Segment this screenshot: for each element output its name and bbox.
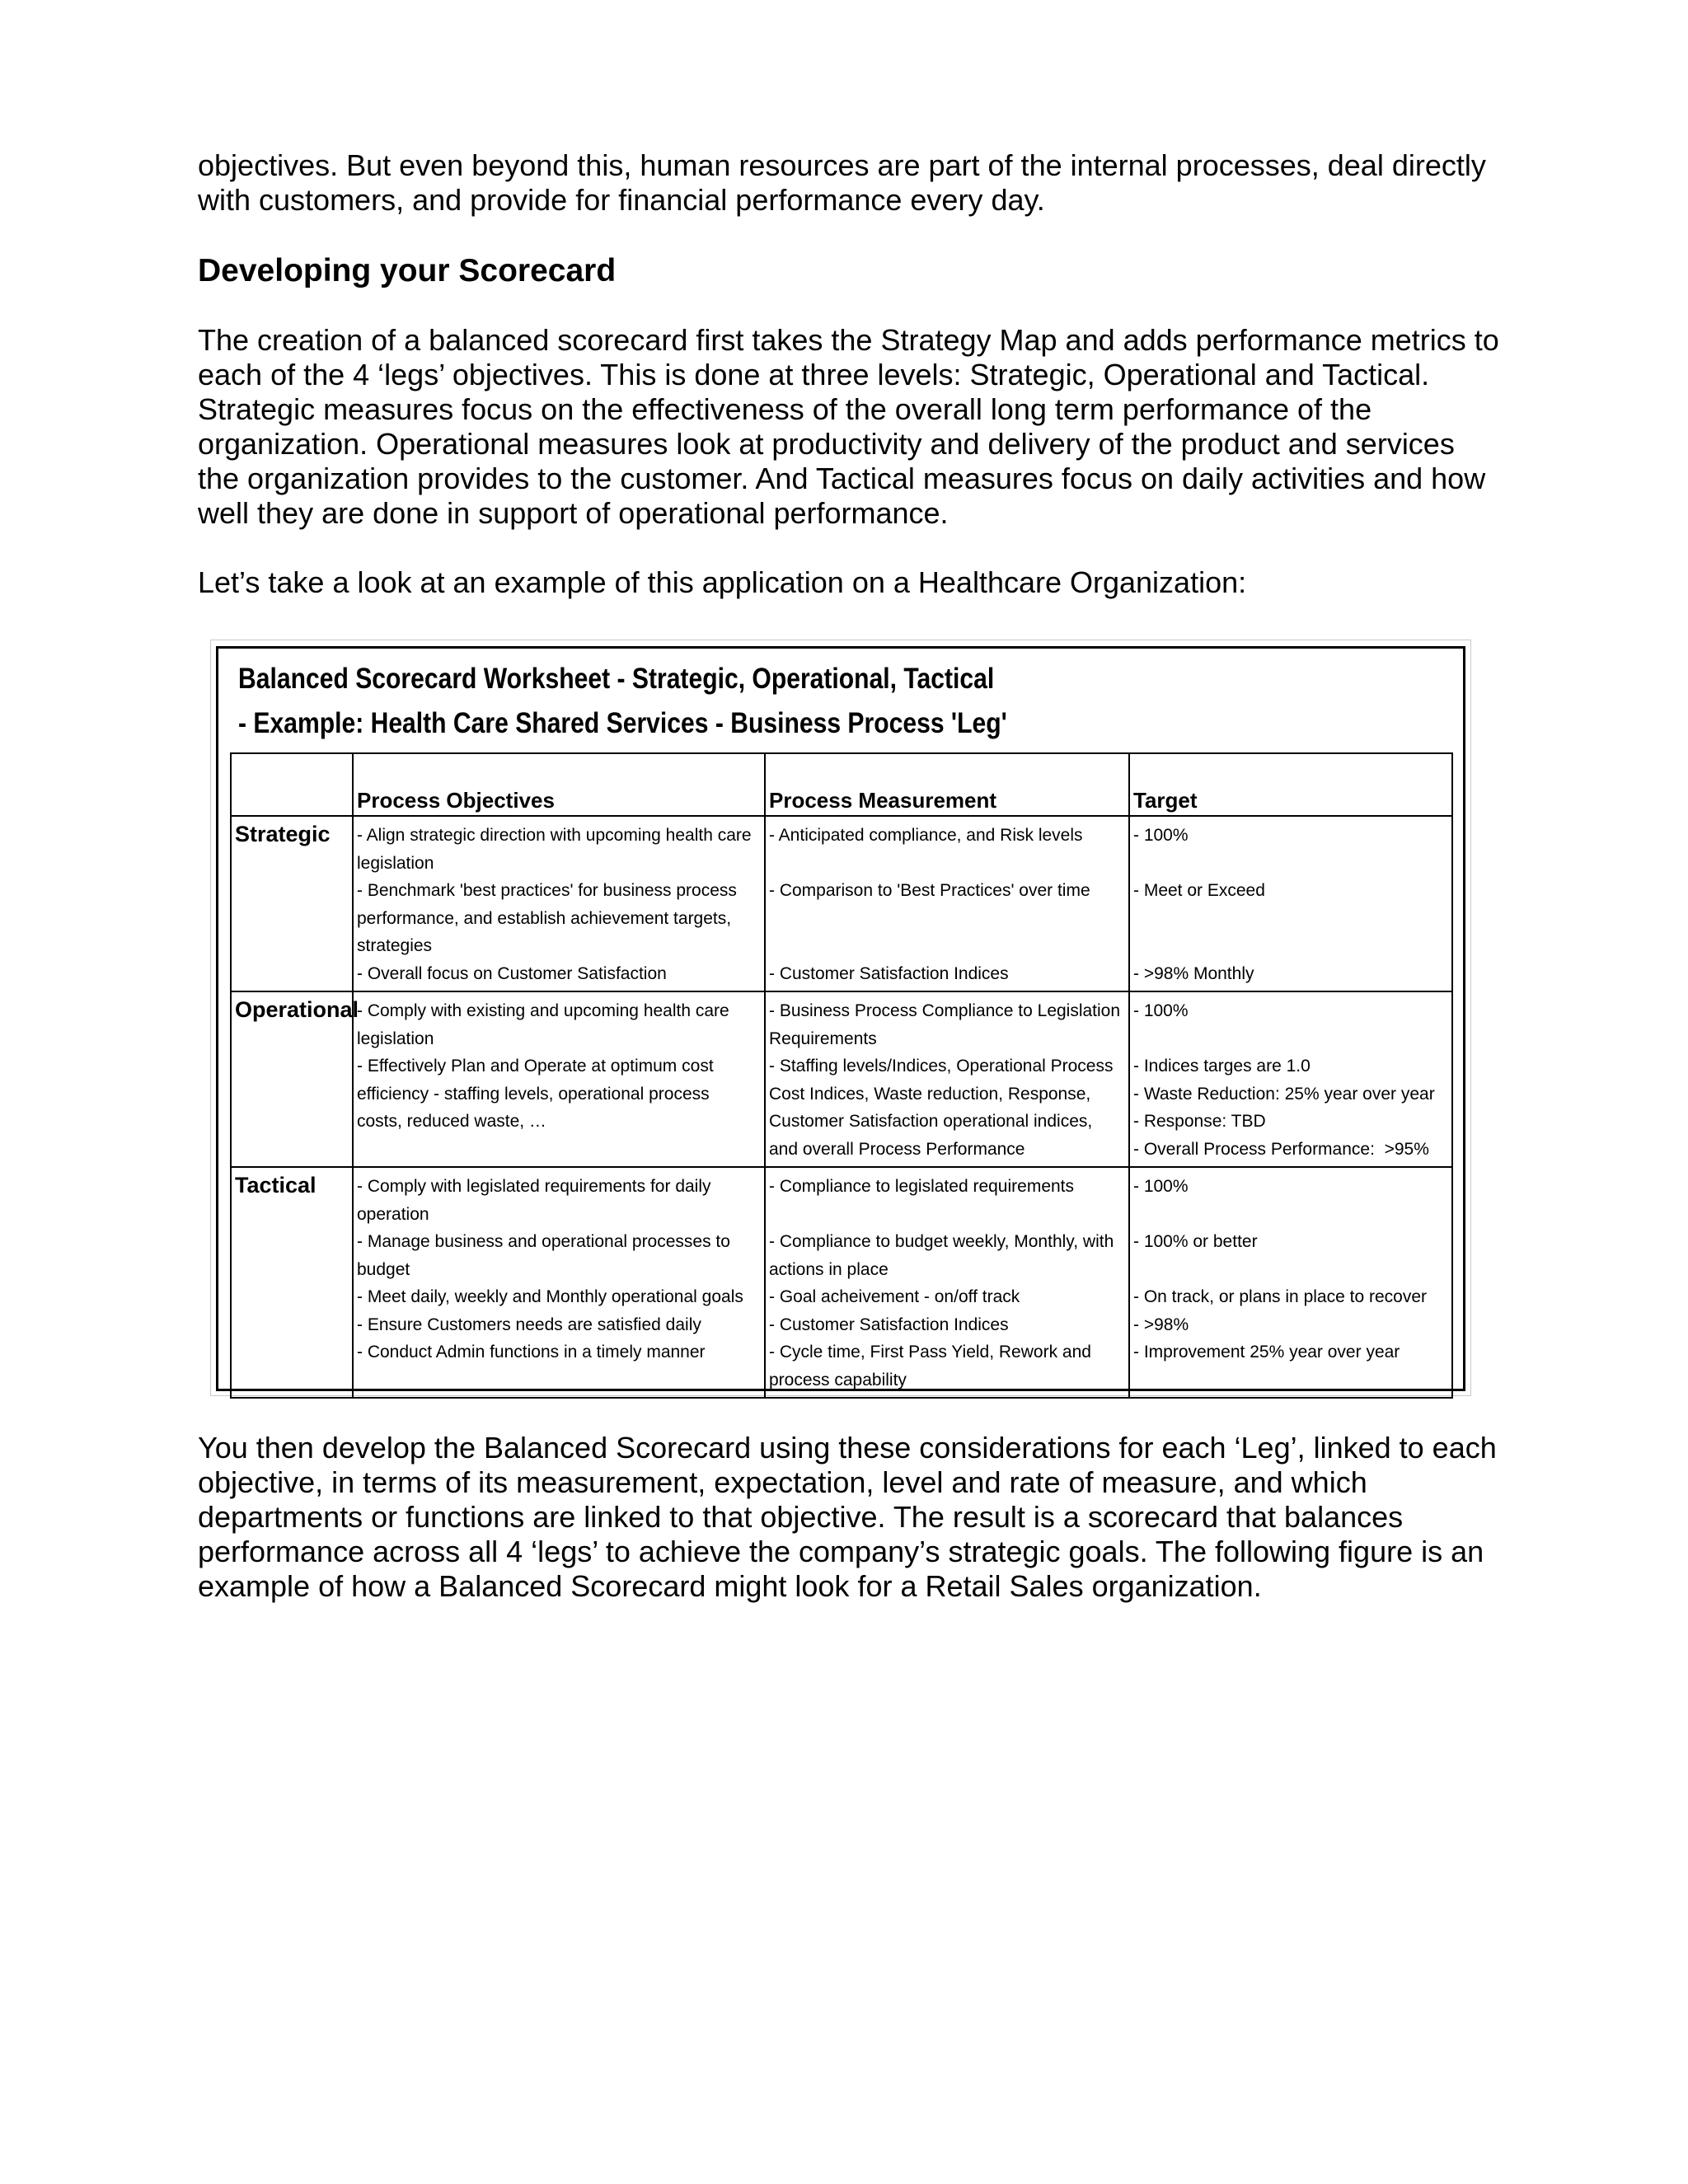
section-heading: Developing your Scorecard [198,253,617,288]
measurement-line: - Business Process Compliance to Legislation [769,1001,1121,1020]
worksheet-table [230,752,1453,1399]
objectives-list [357,817,761,991]
cell-measurement [765,816,1129,991]
target-list [1133,817,1448,991]
measurement-line [769,905,1125,933]
target-list [1133,992,1448,1166]
cell-target [1129,816,1452,991]
worksheet-row-operational [231,991,1452,1167]
measurement-line: - Anticipated compliance, and Risk levels [769,826,1083,845]
header-process-measurement: Process Measurement [765,753,1129,816]
measurement-line: - Staffing levels/Indices, Operational Process [769,1057,1114,1076]
target-line: - 100% [1133,1001,1189,1020]
objectives-line: - Meet daily, weekly and Monthly operational goals [357,1287,743,1306]
target-line: - 100% or better [1133,1232,1258,1251]
target-line: - >98% Monthly [1133,963,1254,983]
objectives-line: budget [357,1259,410,1279]
level-label: Strategic [231,816,353,991]
cell-target [1129,1167,1452,1398]
objectives-line: - Ensure Customers needs are satisfied daily [357,1315,701,1334]
worksheet-title [238,657,1007,746]
target-line [1133,1256,1448,1284]
target-line: - Waste Reduction: 25% year over year [1133,1084,1435,1104]
level-label: Tactical [231,1167,353,1398]
measurement-line [769,850,1125,878]
measurement-line: - Comparison to 'Best Practices' over time [769,881,1090,900]
header-blank-cell [231,753,353,816]
objectives-line: - Comply with existing and upcoming health care [357,1001,729,1020]
target-line: - On track, or plans in place to recover [1133,1287,1427,1306]
measurement-line: - Compliance to legislated requirements [769,1177,1075,1196]
target-line: - Overall Process Performance: >95% [1133,1139,1429,1159]
creation-paragraph: The creation of a balanced scorecard first takes the Strategy Map and adds performance metrics to each of the 4 ‘legs’ objectives. This is done at three levels: Strategic, Operational and Tactical. Strategic measures focus on the effectiveness of the overall long term performance of the organization. Operational measures look at productivity and delivery of the product and services the organization provides to the customer. And Tactical measures focus on daily activities and how well they are done in support of operational performance. [198,323,1499,530]
objectives-line: - Benchmark 'best practices' for business process [357,881,737,900]
level-label: Operational [231,991,353,1167]
target-line: - >98% [1133,1315,1189,1334]
measurement-line: process capability [769,1370,907,1390]
target-line: - 100% [1133,1177,1189,1196]
objectives-line: - Effectively Plan and Operate at optimum cost [357,1057,714,1076]
measurement-list [769,1168,1125,1397]
measurement-line: - Goal acheivement - on/off track [769,1287,1020,1306]
measurement-line: actions in place [769,1259,889,1279]
worksheet-title-line-1: Balanced Scorecard Worksheet - Strategic, Operational, Tactical [238,663,995,695]
objectives-line: strategies [357,936,433,955]
target-line [1133,1201,1448,1229]
measurement-line [769,1201,1125,1229]
measurement-line: - Customer Satisfaction Indices [769,1315,1009,1334]
worksheet-title-line-2: - Example: Health Care Shared Services - Business Process 'Leg' [238,707,1007,739]
cell-measurement [765,1167,1129,1398]
objectives-line: - Comply with legislated requirements for daily [357,1177,711,1196]
target-line: - Response: TBD [1133,1112,1266,1131]
cell-objectives [353,1167,765,1398]
measurement-line: - Customer Satisfaction Indices [769,963,1009,983]
target-line: - Improvement 25% year over year [1133,1343,1400,1361]
measurement-list [769,817,1125,991]
objectives-line: costs, reduced waste, … [357,1112,546,1131]
worksheet-row-strategic [231,816,1452,991]
objectives-list [357,1168,761,1370]
worksheet-row-tactical [231,1167,1452,1398]
conclusion-paragraph: You then develop the Balanced Scorecard using these considerations for each ‘Leg’, linked to each objective, in terms of its measurement, expectation, level and rate of measure, and which departments or functions are linked to that objective. The result is a scorecard that balances performance across all 4 ‘legs’ to achieve the company’s strategic goals. The following figure is an example of how a Balanced Scorecard might look for a Retail Sales organization. [198,1431,1497,1603]
target-line: - 100% [1133,826,1189,845]
example-intro-paragraph: Let’s take a look at an example of this application on a Healthcare Organization: [198,565,1247,599]
objectives-line: legislation [357,1029,434,1048]
measurement-line: Customer Satisfaction operational indices, [769,1112,1093,1131]
target-line [1133,1025,1448,1053]
target-line: - Indices targes are 1.0 [1133,1057,1311,1076]
scorecard-worksheet-figure [216,646,1465,1391]
cell-measurement [765,991,1129,1167]
header-target: Target [1129,753,1452,816]
objectives-line: - Align strategic direction with upcoming health care [357,826,752,845]
target-line: - Meet or Exceed [1133,881,1265,900]
target-list [1133,1168,1448,1370]
intro-paragraph: objectives. But even beyond this, human resources are part of the internal processes, deal directly with customers, and provide for financial performance every day. [198,148,1486,217]
objectives-line: legislation [357,853,434,873]
target-line [1133,850,1448,878]
cell-objectives [353,991,765,1167]
measurement-line: - Compliance to budget weekly, Monthly, with [769,1232,1114,1251]
worksheet-body [231,816,1452,1398]
objectives-line: efficiency - staffing levels, operational process [357,1084,710,1104]
measurement-line: Requirements [769,1029,877,1048]
objectives-line: operation [357,1204,429,1224]
objectives-line: - Conduct Admin functions in a timely manner [357,1343,706,1361]
measurement-list [769,992,1125,1166]
measurement-line: and overall Process Performance [769,1139,1025,1159]
header-process-objectives: Process Objectives [353,753,765,816]
measurement-line: Cost Indices, Waste reduction, Response, [769,1084,1091,1104]
measurement-line [769,932,1125,960]
measurement-line: - Cycle time, First Pass Yield, Rework and [769,1343,1091,1361]
cell-target [1129,991,1452,1167]
objectives-line: - Manage business and operational processes to [357,1232,730,1251]
target-line [1133,932,1448,960]
objectives-line: performance, and establish achievement targets, [357,908,732,928]
objectives-line: - Overall focus on Customer Satisfaction [357,963,667,983]
worksheet-header-row [231,753,1452,816]
target-line [1133,905,1448,933]
cell-objectives [353,816,765,991]
objectives-list [357,992,761,1139]
